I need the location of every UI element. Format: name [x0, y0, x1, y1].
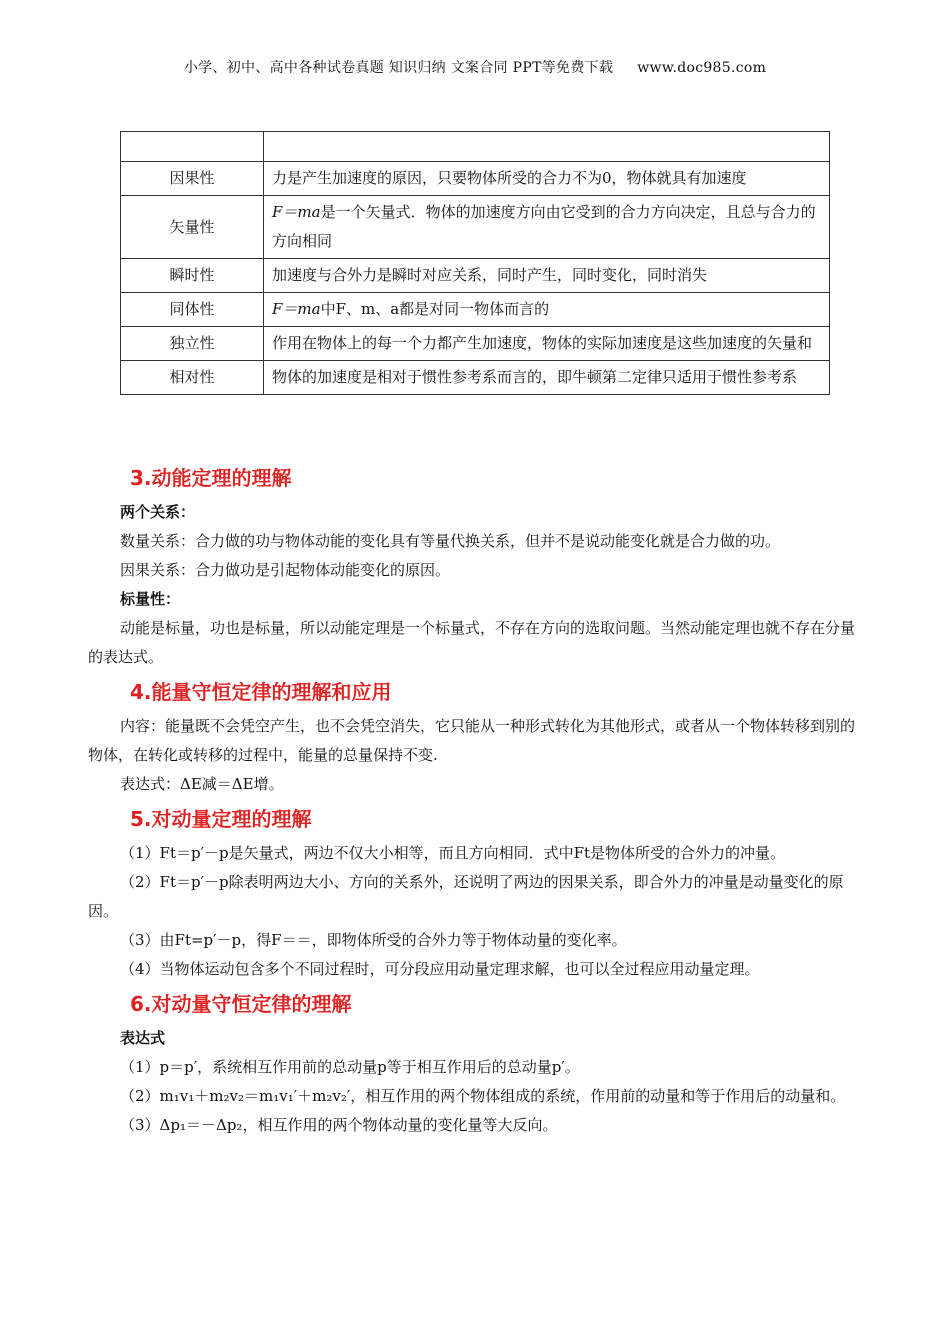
table-row [121, 196, 830, 259]
paragraph: （2）Ft＝p′－p除表明两边大小、方向的关系外，还说明了两边的因果关系，即合外力的冲量是动量变化的原因。 [88, 873, 844, 920]
table-row [121, 132, 830, 162]
newton-second-law-properties-table [120, 131, 830, 395]
property-desc: F＝ma是一个矢量式．物体的加速度方向由它受到的合力方向决定，且总与合力的方向相同 [264, 196, 830, 259]
paragraph: 内容：能量既不会凭空产生，也不会凭空消失，它只能从一种形式转化为其他形式，或者从一个物体转移到别的物体，在转化或转移的过程中，能量的总量保持不变. [88, 717, 856, 764]
table-row [121, 327, 830, 361]
section-title-momentum-theorem: 5.对动量定理的理解 [130, 807, 312, 831]
paragraph: 数量关系：合力做的功与物体动能的变化具有等量代换关系，但并不是说动能变化就是合力做的功。 [120, 532, 781, 550]
main-content [88, 458, 866, 1140]
property-desc: F＝ma中F、m、a都是对同一物体而言的 [264, 293, 830, 327]
formula: F＝ma [272, 300, 321, 318]
property-name: 相对性 [121, 361, 264, 395]
section-title-kinetic-energy-theorem: 3.动能定理的理解 [130, 466, 292, 490]
header-text: 小学、初中、高中各种试卷真题 知识归纳 文案合同 PPT等免费下载 [183, 60, 614, 76]
section-title-momentum-conservation: 6.对动量守恒定律的理解 [130, 992, 352, 1016]
property-name: 因果性 [121, 162, 264, 196]
property-desc: 作用在物体上的每一个力都产生加速度，物体的实际加速度是这些加速度的矢量和 [264, 327, 830, 361]
paragraph: （1）p＝p′，系统相互作用前的总动量p等于相互作用后的总动量p′。 [120, 1058, 580, 1076]
paragraph: （4）当物体运动包含多个不同过程时，可分段应用动量定理求解，也可以全过程应用动量定理。 [120, 960, 760, 978]
paragraph: 动能是标量，功也是标量，所以动能定理是一个标量式，不存在方向的选取问题。当然动能定理也就不存在分量的表达式。 [88, 619, 856, 666]
paragraph: （3）Δp₁＝－Δp₂，相互作用的两个物体动量的变化量等大反向。 [120, 1116, 558, 1134]
paragraph: （2）m₁v₁＋m₂v₂＝m₁v₁′＋m₂v₂′，相互作用的两个物体组成的系统，作用前的动量和等于作用后的动量和。 [120, 1087, 846, 1105]
property-name: 瞬时性 [121, 259, 264, 293]
property-desc: 加速度与合外力是瞬时对应关系，同时产生，同时变化，同时消失 [264, 259, 830, 293]
property-name: 矢量性 [121, 196, 264, 259]
table-row [121, 361, 830, 395]
formula: F＝ma [272, 203, 321, 221]
property-desc: 力是产生加速度的原因，只要物体所受的合力不为0，物体就具有加速度 [264, 162, 830, 196]
paragraph: （1）Ft＝p′－p是矢量式，两边不仅大小相等，而且方向相同．式中Ft是物体所受的合外力的冲量。 [120, 844, 786, 862]
subheading: 表达式 [120, 1029, 166, 1047]
paragraph: （3）由Ft=p′－p，得F＝＝，即物体所受的合外力等于物体动量的变化率。 [120, 931, 627, 949]
paragraph: 表达式：ΔE减＝ΔE增。 [120, 775, 284, 793]
property-name: 同体性 [121, 293, 264, 327]
table-row [121, 259, 830, 293]
subheading: 两个关系： [120, 503, 196, 521]
paragraph: 因果关系：合力做功是引起物体动能变化的原因。 [120, 561, 451, 579]
property-desc: 物体的加速度是相对于惯性参考系而言的，即牛顿第二定律只适用于惯性参考系 [264, 361, 830, 395]
table-row [121, 293, 830, 327]
table-row [121, 162, 830, 196]
section-title-energy-conservation: 4.能量守恒定律的理解和应用 [130, 680, 392, 704]
subheading: 标量性： [120, 590, 181, 608]
property-name: 独立性 [121, 327, 264, 361]
header-url[interactable]: www.doc985.com [637, 60, 767, 76]
page-header [0, 57, 950, 77]
